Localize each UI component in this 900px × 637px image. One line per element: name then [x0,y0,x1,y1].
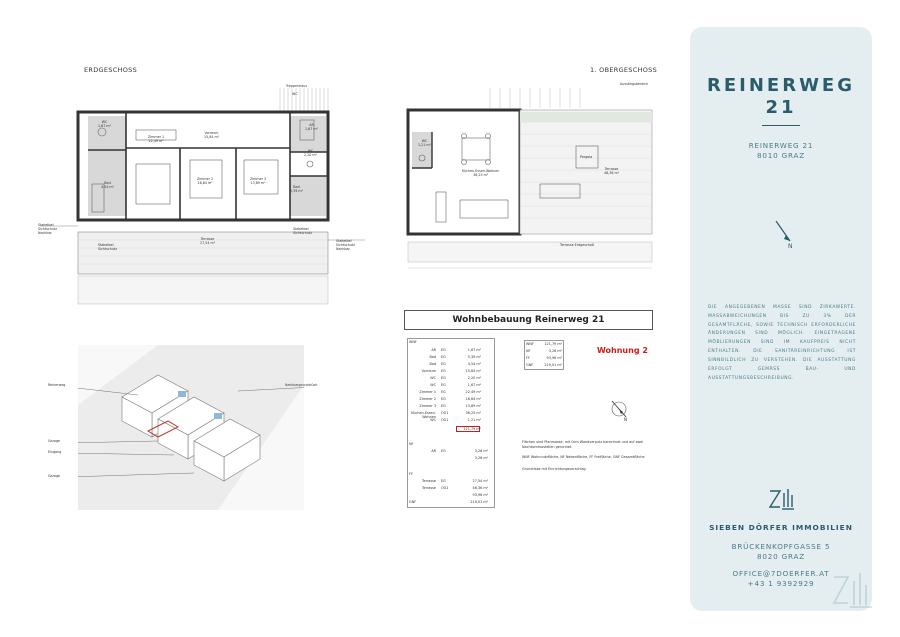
wnf-label: WNF [409,340,417,344]
aerial-eingang: Eingang [48,450,62,454]
area-table-title: Wohnbebauung Reinerweg 21 [404,310,653,330]
room-bad-left: Bad 4,54 m² [101,181,114,189]
pergola-label: Pergola [580,155,593,159]
company-name: SIEBEN DÖRFER IMMOBILIEN [709,523,853,532]
area-row-floor: EG [441,376,446,380]
gnf-label: GNF [409,500,417,504]
area-row-name: Bad [429,362,436,366]
title-divider [762,125,800,126]
area-row-name: Zimmer 1 [419,390,436,394]
area-row-floor: EG [441,369,446,373]
info-panel [690,27,872,611]
upper-floor-title: 1. OBERGESCHOSS [590,66,658,74]
wc-top-label: WC [292,92,298,96]
company-phone[interactable]: +43 1 9392929 [747,579,815,588]
area-row-area: 1,67 m² [467,348,481,352]
upper-floor-plan [400,80,660,280]
apartment-label: Wohnung 2 [597,346,648,355]
area-row-name: Küchen-Essen-Wohnen [411,411,436,419]
area-row-area: 15,84 m² [465,369,481,373]
screen-right-label: Staketbel Sichtschutz [293,227,312,235]
ground-floor-title: ERDGESCHOSS [84,66,137,74]
area-row-floor: OG1 [441,411,449,415]
ff-row-1-name: Terrasse [421,479,436,483]
note-2: WNF Wohnnutzfläche, NF Nebenfläche, FF Freifläche, GNF Gesamtfläche [522,455,645,459]
upper-wc-label: WC 1,21 m² [418,139,431,147]
aerial-garage-1: Garage [48,439,61,443]
ff-label: FF [409,472,413,476]
area-row-floor: EG [441,404,446,408]
wnf-total: 121,79 m² [463,427,481,431]
room-bad-right: Bad 5,39 m² [290,185,303,193]
room-zimmer2: Zimmer 2 16,64 m² [197,177,214,185]
area-row-name: Vorraum [421,369,436,373]
svg-text:N: N [624,417,627,422]
summary-gnf-value: 219,01 m² [544,363,562,367]
ff-row-2-area: 46,36 m² [472,486,488,490]
address-line2: 8010 GRAZ [757,151,805,160]
room-ar: AR 1,67 m² [305,123,318,131]
summary-nf-label: NF [526,349,531,353]
area-row-floor: OG1 [441,418,449,422]
kitchen-label: Küchen-Essen-Wohnen 36,25 m² [462,169,500,177]
company-city: 8020 GRAZ [757,552,805,561]
nf-total: 3,26 m² [474,456,488,460]
ground-floor-plan [40,80,370,310]
area-row-floor: EG [441,397,446,401]
watermark-logo-icon [830,567,874,611]
area-row-area: 1,67 m² [467,383,481,387]
ff-row-2-floor: OG1 [441,486,449,490]
aerial-view [78,345,304,510]
room-wc-right: WC 2,20 m² [304,149,317,157]
upper-terrace-label: Terrasse 46,36 m² [604,167,620,175]
company-street: BRÜCKENKOPFGASSE 5 [731,542,831,551]
summary-nf-value: 3,26 m² [548,349,562,353]
summary-ff-label: FF [526,356,530,360]
area-row-name: Bad [429,355,436,359]
summary-wnf-value: 121,79 m² [544,342,562,346]
panel-title-line2: 21 [765,97,797,118]
area-row-area: 22,49 m² [465,390,481,394]
area-row-area: 13,89 m² [465,404,481,408]
access-label: Ausstiegsbereich [620,82,649,86]
area-row-area: 16,64 m² [465,397,481,401]
area-row-name: WC [430,383,436,387]
area-row-floor: EG [441,355,446,359]
room-terrasse: Terrasse 27,54 m² [200,237,216,245]
room-zimmer3: Zimmer 3 13,89 m² [250,177,267,185]
address-line1: REINERWEG 21 [748,141,814,150]
area-row-area: 2,20 m² [467,376,481,380]
area-row-area: 1,21 m² [467,418,481,422]
area-row-floor: EG [441,383,446,387]
area-row-area: 5,39 m² [467,355,481,359]
aerial-reinerweg: Reinerweg [48,383,66,387]
aerial-neighbour: Nachbargrundstück [285,383,318,387]
area-row-name: AR [431,348,436,352]
area-row-name: Zimmer 3 [419,404,436,408]
nf-row-floor: EG [441,449,446,453]
aerial-garage-2: Garage [48,474,61,478]
nf-row-area: 3,26 m² [474,449,488,453]
company-email[interactable]: OFFICE@7DOERFER.AT [732,569,830,578]
stairs-label: Treppenhaus [286,84,308,88]
ff-row-1-floor: EG [441,479,446,483]
nf-row-name: AR [431,449,436,453]
summary-gnf-label: GNF [526,363,534,367]
neighbour-right-label: Staketbel Sichtschutz Nachbar [336,239,355,251]
company-logo-icon [768,485,796,511]
area-row-area: 36,25 m² [465,411,481,415]
note-3: Grundrisse mit Einrichtungsvorschlag [522,467,586,471]
terrace-ground-label: Terrasse Erdgeschoß [560,243,594,247]
disclaimer-text: DIE ANGEGEBENEN MASSE SIND ZIRKAWERTE. MASSABWEICHUNGEN BIS ZU 3% DER GESAMTFLÄCHE, SOWIE TECHNISCH ERFORDERLICHE ÄNDERUNGEN SIND MÖGLICH. EINGETRAGENE MÖBLIERUNGEN SIND IM KAUFPREIS NICHT ENTHALTEN. DIE SANITÄREINRICHTUNG IST SINNBILDLICH ZU VERSTEHEN. DIE AUSSTATTUNG ERFOLGT GEMÄSS BAU- UND AUSSTATTUNGSBESCHREIBUNG. [708,305,856,381]
area-row-area: 4,54 m² [467,362,481,366]
summary-ff-value: 93,96 m² [546,356,562,360]
north-arrow-icon [606,396,632,422]
room-wc-left: WC 1,67 m² [98,120,111,128]
area-row-name: Zimmer 2 [419,397,436,401]
screen-left-label: Staketbel Sichtschutz [98,243,117,251]
compass-icon [772,217,796,249]
area-row-name: WC [430,376,436,380]
area-row-name: WC [430,418,436,422]
summary-wnf-label: WNF [526,342,534,346]
area-row-floor: EG [441,348,446,352]
room-zimmer1: Zimmer 1 22,49 m² [148,135,165,143]
ff-row-2-name: Terrasse [421,486,436,490]
note-1: Flächen sind Planmasse, mit 0cm Wandverputz berechnet und auf zwei Nachkommastellen gerundet. [522,440,644,450]
ff-total: 93,96 m² [472,493,488,497]
neighbour-left-label: Staketbel Sichtschutz Nachbar [38,223,57,235]
nf-label: NF [409,442,414,446]
svg-text:N: N [788,243,793,249]
area-row-floor: EG [441,362,446,366]
area-row-floor: EG [441,390,446,394]
room-vorraum: Vorraum 15,84 m² [204,131,220,139]
gnf-total: 219,01 m² [470,500,488,504]
panel-title-line1: REINERWEG [707,75,855,96]
ff-row-1-area: 27,54 m² [472,479,488,483]
